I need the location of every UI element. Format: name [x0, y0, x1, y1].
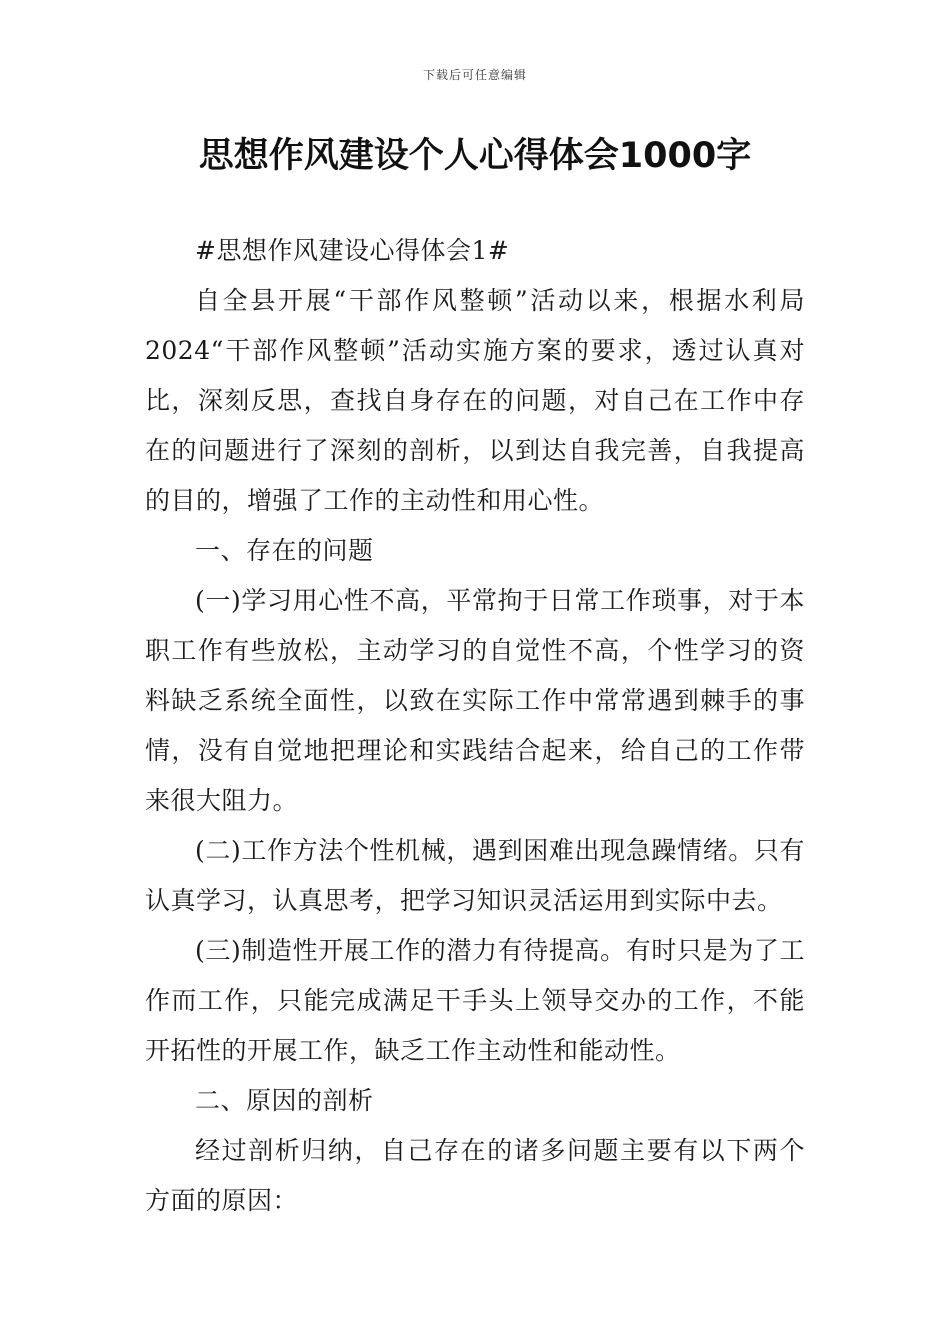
document-title: 思想作风建设个人心得体会1000字: [198, 136, 752, 176]
header-note: 下载后可任意编辑: [422, 68, 527, 82]
section-heading-problems: 一、存在的问题: [195, 536, 374, 565]
section-heading-analysis: 二、原因的剖析: [195, 1086, 374, 1115]
paragraph-analysis: 经过剖析归纳，自己存在的诸多问题主要有以下两个方面的原因：: [145, 1136, 805, 1215]
paragraph-problem-1: (一)学习用心性不高，平常拘于日常工作琐事，对于本职工作有些放松，主动学习的自觉性不高，个性学习的资料缺乏系统全面性，以致在实际工作中常常遇到棘手的事情，没有自觉地把理论和实践结合起来，给自己的工作带来很大阻力。: [145, 586, 805, 815]
document-body: [145, 226, 805, 1226]
paragraph-problem-3: (三)制造性开展工作的潜力有待提高。有时只是为了工作而工作，只能完成满足干手头上领导交办的工作，不能开拓性的开展工作，缺乏工作主动性和能动性。: [145, 936, 805, 1065]
paragraph-intro: 自全县开展“干部作风整顿”活动以来，根据水利局2024“干部作风整顿”活动实施方案的要求，透过认真对比，深刻反思，查找自身存在的问题，对自己在工作中存在的问题进行了深刻的剖析，以到达自我完善，自我提高的目的，增强了工作的主动性和用心性。: [145, 286, 805, 515]
section-heading-1: #思想作风建设心得体会1#: [195, 236, 510, 265]
paragraph-problem-2: (二)工作方法个性机械，遇到困难出现急躁情绪。只有认真学习，认真思考，把学习知识灵活运用到实际中去。: [145, 836, 805, 915]
